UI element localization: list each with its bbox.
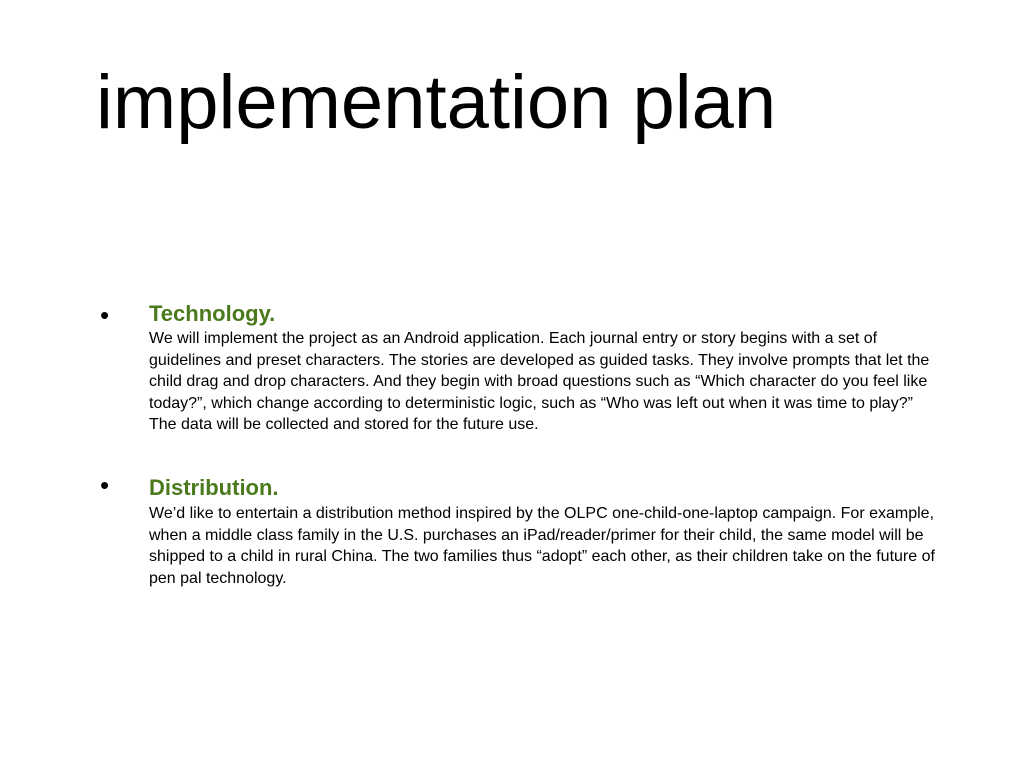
bullet-icon: • xyxy=(100,470,110,500)
bullet-icon: • xyxy=(100,300,110,330)
slide-title: implementation plan xyxy=(96,60,777,145)
technology-body: We will implement the project as an Android application. Each journal entry or story begins with a set of guidelines and preset characters. The stories are developed as guided tasks. They involve prompts that let the child drag and drop characters. And they begin with broad questions such as “Which character do you feel like today?”, which change according to deterministic logic, such as “Who was left out when it was time to play?” The data will be collected and stored for the future use. xyxy=(149,330,930,434)
technology-heading: Technology. xyxy=(149,301,276,326)
distribution-body: We’d like to entertain a distribution method inspired by the OLPC one-child-one-laptop campaign. For example, when a middle class family in the U.S. purchases an iPad/reader/primer for their child, the same model will be shipped to a child in rural China. The two families thus “adopt” each other, as their children take on the future of pen pal technology. xyxy=(149,505,935,587)
distribution-heading: Distribution. xyxy=(149,475,279,500)
